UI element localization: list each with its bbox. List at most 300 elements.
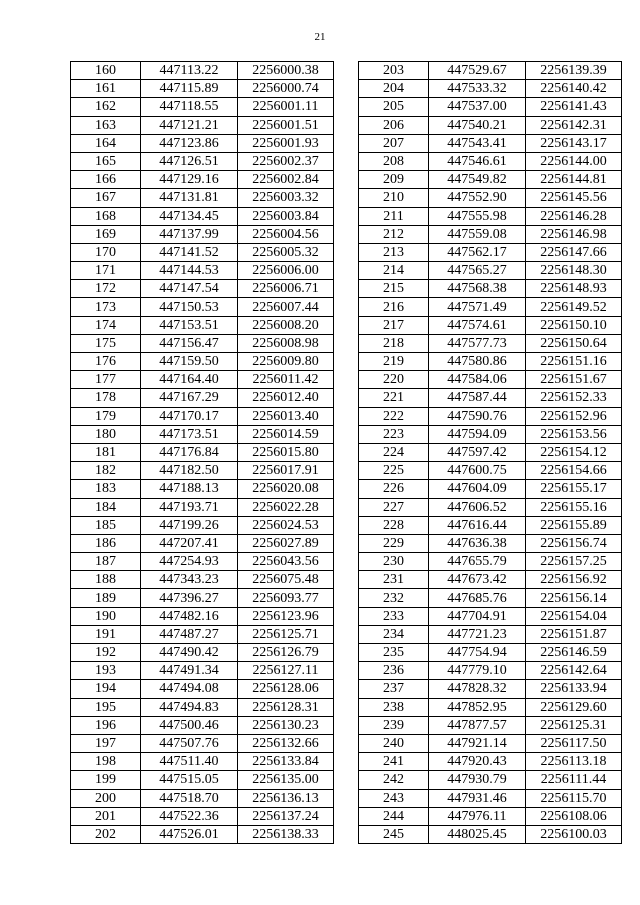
table-row	[71, 316, 334, 334]
x-coordinate-cell: 447188.13	[141, 480, 238, 498]
point-number-cell: 197	[71, 734, 141, 752]
point-number-cell: 240	[359, 734, 429, 752]
x-coordinate-cell: 447164.40	[141, 371, 238, 389]
table-row	[71, 407, 334, 425]
y-coordinate-cell: 2256001.51	[238, 116, 334, 134]
point-number-cell: 223	[359, 425, 429, 443]
table-row	[359, 98, 622, 116]
y-coordinate-cell: 2256155.17	[526, 480, 622, 498]
coordinates-table-right	[358, 61, 622, 844]
x-coordinate-cell: 447594.09	[429, 425, 526, 443]
point-number-cell: 181	[71, 443, 141, 461]
table-row	[71, 171, 334, 189]
x-coordinate-cell: 447137.99	[141, 225, 238, 243]
table-row	[359, 516, 622, 534]
x-coordinate-cell: 447153.51	[141, 316, 238, 334]
point-number-cell: 228	[359, 516, 429, 534]
table-row	[359, 80, 622, 98]
x-coordinate-cell: 447141.52	[141, 243, 238, 261]
x-coordinate-cell: 447507.76	[141, 734, 238, 752]
point-number-cell: 162	[71, 98, 141, 116]
table-row	[359, 353, 622, 371]
x-coordinate-cell: 447931.46	[429, 789, 526, 807]
y-coordinate-cell: 2256027.89	[238, 534, 334, 552]
point-number-cell: 207	[359, 134, 429, 152]
y-coordinate-cell: 2256006.71	[238, 280, 334, 298]
point-number-cell: 239	[359, 716, 429, 734]
x-coordinate-cell: 447636.38	[429, 534, 526, 552]
x-coordinate-cell: 447207.41	[141, 534, 238, 552]
x-coordinate-cell: 447134.45	[141, 207, 238, 225]
y-coordinate-cell: 2256115.70	[526, 789, 622, 807]
x-coordinate-cell: 447182.50	[141, 462, 238, 480]
point-number-cell: 211	[359, 207, 429, 225]
y-coordinate-cell: 2256000.38	[238, 62, 334, 80]
x-coordinate-cell: 447494.83	[141, 698, 238, 716]
y-coordinate-cell: 2256140.42	[526, 80, 622, 98]
x-coordinate-cell: 447131.81	[141, 189, 238, 207]
y-coordinate-cell: 2256146.98	[526, 225, 622, 243]
x-coordinate-cell: 447170.17	[141, 407, 238, 425]
x-coordinate-cell: 447518.70	[141, 789, 238, 807]
x-coordinate-cell: 447580.86	[429, 353, 526, 371]
point-number-cell: 169	[71, 225, 141, 243]
point-number-cell: 205	[359, 98, 429, 116]
point-number-cell: 233	[359, 607, 429, 625]
table-row	[359, 62, 622, 80]
point-number-cell: 208	[359, 152, 429, 170]
coordinates-table-left	[70, 61, 334, 844]
y-coordinate-cell: 2256156.74	[526, 534, 622, 552]
point-number-cell: 199	[71, 771, 141, 789]
y-coordinate-cell: 2256125.31	[526, 716, 622, 734]
table-row	[71, 389, 334, 407]
y-coordinate-cell: 2256150.10	[526, 316, 622, 334]
x-coordinate-cell: 447606.52	[429, 498, 526, 516]
point-number-cell: 221	[359, 389, 429, 407]
table-row	[359, 171, 622, 189]
x-coordinate-cell: 447193.71	[141, 498, 238, 516]
table-row	[71, 425, 334, 443]
x-coordinate-cell: 447118.55	[141, 98, 238, 116]
point-number-cell: 175	[71, 334, 141, 352]
x-coordinate-cell: 447482.16	[141, 607, 238, 625]
x-coordinate-cell: 447176.84	[141, 443, 238, 461]
x-coordinate-cell: 447754.94	[429, 644, 526, 662]
table-row	[359, 644, 622, 662]
table-row	[359, 771, 622, 789]
table-row	[359, 480, 622, 498]
table-row	[71, 644, 334, 662]
point-number-cell: 212	[359, 225, 429, 243]
x-coordinate-cell: 447156.47	[141, 334, 238, 352]
table-row	[359, 207, 622, 225]
y-coordinate-cell: 2256133.94	[526, 680, 622, 698]
y-coordinate-cell: 2256007.44	[238, 298, 334, 316]
y-coordinate-cell: 2256150.64	[526, 334, 622, 352]
table-row	[359, 753, 622, 771]
x-coordinate-cell: 447199.26	[141, 516, 238, 534]
table-row	[71, 771, 334, 789]
y-coordinate-cell: 2256011.42	[238, 371, 334, 389]
table-row	[71, 243, 334, 261]
y-coordinate-cell: 2256024.53	[238, 516, 334, 534]
table-row	[71, 734, 334, 752]
x-coordinate-cell: 447616.44	[429, 516, 526, 534]
y-coordinate-cell: 2256132.66	[238, 734, 334, 752]
y-coordinate-cell: 2256141.43	[526, 98, 622, 116]
y-coordinate-cell: 2256154.12	[526, 443, 622, 461]
point-number-cell: 167	[71, 189, 141, 207]
point-number-cell: 243	[359, 789, 429, 807]
point-number-cell: 171	[71, 262, 141, 280]
y-coordinate-cell: 2256125.71	[238, 625, 334, 643]
y-coordinate-cell: 2256152.33	[526, 389, 622, 407]
y-coordinate-cell: 2256155.16	[526, 498, 622, 516]
table-row	[359, 298, 622, 316]
y-coordinate-cell: 2256151.67	[526, 371, 622, 389]
point-number-cell: 220	[359, 371, 429, 389]
point-number-cell: 209	[359, 171, 429, 189]
y-coordinate-cell: 2256156.92	[526, 571, 622, 589]
table-row	[359, 589, 622, 607]
point-number-cell: 200	[71, 789, 141, 807]
point-number-cell: 235	[359, 644, 429, 662]
table-row	[71, 98, 334, 116]
x-coordinate-cell: 447511.40	[141, 753, 238, 771]
x-coordinate-cell: 447159.50	[141, 353, 238, 371]
x-coordinate-cell: 447115.89	[141, 80, 238, 98]
table-row	[359, 498, 622, 516]
table-row	[359, 262, 622, 280]
point-number-cell: 230	[359, 553, 429, 571]
y-coordinate-cell: 2256017.91	[238, 462, 334, 480]
table-row	[71, 189, 334, 207]
point-number-cell: 190	[71, 607, 141, 625]
y-coordinate-cell: 2256001.93	[238, 134, 334, 152]
y-coordinate-cell: 2256093.77	[238, 589, 334, 607]
point-number-cell: 180	[71, 425, 141, 443]
x-coordinate-cell: 447491.34	[141, 662, 238, 680]
x-coordinate-cell: 447590.76	[429, 407, 526, 425]
table-row	[359, 662, 622, 680]
y-coordinate-cell: 2256144.81	[526, 171, 622, 189]
point-number-cell: 237	[359, 680, 429, 698]
point-number-cell: 229	[359, 534, 429, 552]
table-row	[71, 625, 334, 643]
point-number-cell: 187	[71, 553, 141, 571]
x-coordinate-cell: 447173.51	[141, 425, 238, 443]
point-number-cell: 194	[71, 680, 141, 698]
y-coordinate-cell: 2256043.56	[238, 553, 334, 571]
y-coordinate-cell: 2256143.17	[526, 134, 622, 152]
point-number-cell: 216	[359, 298, 429, 316]
y-coordinate-cell: 2256139.39	[526, 62, 622, 80]
table-row	[71, 353, 334, 371]
table-row	[359, 134, 622, 152]
point-number-cell: 203	[359, 62, 429, 80]
point-number-cell: 238	[359, 698, 429, 716]
x-coordinate-cell: 447976.11	[429, 807, 526, 825]
table-row	[71, 262, 334, 280]
y-coordinate-cell: 2256111.44	[526, 771, 622, 789]
x-coordinate-cell: 447568.38	[429, 280, 526, 298]
x-coordinate-cell: 447852.95	[429, 698, 526, 716]
x-coordinate-cell: 447254.93	[141, 553, 238, 571]
table-row	[71, 698, 334, 716]
x-coordinate-cell: 447779.10	[429, 662, 526, 680]
point-number-cell: 232	[359, 589, 429, 607]
point-number-cell: 166	[71, 171, 141, 189]
point-number-cell: 185	[71, 516, 141, 534]
x-coordinate-cell: 447877.57	[429, 716, 526, 734]
point-number-cell: 186	[71, 534, 141, 552]
x-coordinate-cell: 447587.44	[429, 389, 526, 407]
point-number-cell: 160	[71, 62, 141, 80]
y-coordinate-cell: 2256148.93	[526, 280, 622, 298]
y-coordinate-cell: 2256142.31	[526, 116, 622, 134]
table-row	[71, 207, 334, 225]
table-row	[359, 462, 622, 480]
table-row	[359, 625, 622, 643]
x-coordinate-cell: 447721.23	[429, 625, 526, 643]
table-row	[71, 825, 334, 843]
y-coordinate-cell: 2256002.37	[238, 152, 334, 170]
table-row	[359, 425, 622, 443]
y-coordinate-cell: 2256008.20	[238, 316, 334, 334]
point-number-cell: 213	[359, 243, 429, 261]
y-coordinate-cell: 2256128.06	[238, 680, 334, 698]
x-coordinate-cell: 447533.32	[429, 80, 526, 98]
x-coordinate-cell: 447655.79	[429, 553, 526, 571]
point-number-cell: 241	[359, 753, 429, 771]
point-number-cell: 215	[359, 280, 429, 298]
x-coordinate-cell: 447930.79	[429, 771, 526, 789]
y-coordinate-cell: 2256008.98	[238, 334, 334, 352]
y-coordinate-cell: 2256154.66	[526, 462, 622, 480]
point-number-cell: 177	[71, 371, 141, 389]
x-coordinate-cell: 447555.98	[429, 207, 526, 225]
point-number-cell: 222	[359, 407, 429, 425]
table-row	[71, 553, 334, 571]
y-coordinate-cell: 2256000.74	[238, 80, 334, 98]
x-coordinate-cell: 447604.09	[429, 480, 526, 498]
table-row	[359, 316, 622, 334]
y-coordinate-cell: 2256152.96	[526, 407, 622, 425]
table-row	[71, 443, 334, 461]
y-coordinate-cell: 2256113.18	[526, 753, 622, 771]
table-row	[359, 607, 622, 625]
table-row	[359, 443, 622, 461]
y-coordinate-cell: 2256129.60	[526, 698, 622, 716]
point-number-cell: 218	[359, 334, 429, 352]
table-row	[71, 134, 334, 152]
y-coordinate-cell: 2256155.89	[526, 516, 622, 534]
point-number-cell: 193	[71, 662, 141, 680]
x-coordinate-cell: 447144.53	[141, 262, 238, 280]
y-coordinate-cell: 2256156.14	[526, 589, 622, 607]
point-number-cell: 172	[71, 280, 141, 298]
y-coordinate-cell: 2256154.04	[526, 607, 622, 625]
x-coordinate-cell: 447552.90	[429, 189, 526, 207]
x-coordinate-cell: 447147.54	[141, 280, 238, 298]
y-coordinate-cell: 2256015.80	[238, 443, 334, 461]
y-coordinate-cell: 2256153.56	[526, 425, 622, 443]
table-row	[71, 716, 334, 734]
page-number: 21	[314, 31, 326, 43]
table-row	[359, 116, 622, 134]
table-row	[71, 498, 334, 516]
point-number-cell: 179	[71, 407, 141, 425]
y-coordinate-cell: 2256151.16	[526, 353, 622, 371]
x-coordinate-cell: 447597.42	[429, 443, 526, 461]
y-coordinate-cell: 2256003.32	[238, 189, 334, 207]
table-row	[359, 789, 622, 807]
y-coordinate-cell: 2256005.32	[238, 243, 334, 261]
y-coordinate-cell: 2256130.23	[238, 716, 334, 734]
x-coordinate-cell: 447529.67	[429, 62, 526, 80]
x-coordinate-cell: 447543.41	[429, 134, 526, 152]
point-number-cell: 217	[359, 316, 429, 334]
y-coordinate-cell: 2256144.00	[526, 152, 622, 170]
x-coordinate-cell: 447540.21	[429, 116, 526, 134]
y-coordinate-cell: 2256014.59	[238, 425, 334, 443]
table-row	[71, 371, 334, 389]
point-number-cell: 210	[359, 189, 429, 207]
x-coordinate-cell: 447562.17	[429, 243, 526, 261]
point-number-cell: 225	[359, 462, 429, 480]
y-coordinate-cell: 2256020.08	[238, 480, 334, 498]
table-row	[359, 189, 622, 207]
point-number-cell: 195	[71, 698, 141, 716]
y-coordinate-cell: 2256004.56	[238, 225, 334, 243]
x-coordinate-cell: 447920.43	[429, 753, 526, 771]
table-row	[71, 80, 334, 98]
point-number-cell: 201	[71, 807, 141, 825]
point-number-cell: 198	[71, 753, 141, 771]
table-row	[359, 716, 622, 734]
x-coordinate-cell: 447487.27	[141, 625, 238, 643]
y-coordinate-cell: 2256006.00	[238, 262, 334, 280]
y-coordinate-cell: 2256123.96	[238, 607, 334, 625]
y-coordinate-cell: 2256151.87	[526, 625, 622, 643]
x-coordinate-cell: 447121.21	[141, 116, 238, 134]
point-number-cell: 244	[359, 807, 429, 825]
y-coordinate-cell: 2256126.79	[238, 644, 334, 662]
table-row	[71, 152, 334, 170]
point-number-cell: 214	[359, 262, 429, 280]
point-number-cell: 182	[71, 462, 141, 480]
y-coordinate-cell: 2256022.28	[238, 498, 334, 516]
y-coordinate-cell: 2256003.84	[238, 207, 334, 225]
point-number-cell: 176	[71, 353, 141, 371]
y-coordinate-cell: 2256012.40	[238, 389, 334, 407]
x-coordinate-cell: 447113.22	[141, 62, 238, 80]
y-coordinate-cell: 2256135.00	[238, 771, 334, 789]
x-coordinate-cell: 447500.46	[141, 716, 238, 734]
table-row	[71, 516, 334, 534]
table-row	[359, 280, 622, 298]
point-number-cell: 183	[71, 480, 141, 498]
x-coordinate-cell: 447673.42	[429, 571, 526, 589]
table-row	[71, 534, 334, 552]
point-number-cell: 236	[359, 662, 429, 680]
point-number-cell: 184	[71, 498, 141, 516]
table-row	[71, 807, 334, 825]
point-number-cell: 231	[359, 571, 429, 589]
point-number-cell: 161	[71, 80, 141, 98]
y-coordinate-cell: 2256145.56	[526, 189, 622, 207]
x-coordinate-cell: 447685.76	[429, 589, 526, 607]
table-row	[359, 534, 622, 552]
x-coordinate-cell: 447546.61	[429, 152, 526, 170]
point-number-cell: 189	[71, 589, 141, 607]
table-row	[71, 280, 334, 298]
table-row	[359, 389, 622, 407]
point-number-cell: 245	[359, 825, 429, 843]
table-row	[71, 571, 334, 589]
point-number-cell: 173	[71, 298, 141, 316]
point-number-cell: 178	[71, 389, 141, 407]
y-coordinate-cell: 2256013.40	[238, 407, 334, 425]
table-row	[71, 298, 334, 316]
x-coordinate-cell: 447571.49	[429, 298, 526, 316]
x-coordinate-cell: 447574.61	[429, 316, 526, 334]
x-coordinate-cell: 447600.75	[429, 462, 526, 480]
x-coordinate-cell: 447150.53	[141, 298, 238, 316]
x-coordinate-cell: 447828.32	[429, 680, 526, 698]
table-row	[359, 243, 622, 261]
point-number-cell: 224	[359, 443, 429, 461]
y-coordinate-cell: 2256002.84	[238, 171, 334, 189]
y-coordinate-cell: 2256117.50	[526, 734, 622, 752]
x-coordinate-cell: 447526.01	[141, 825, 238, 843]
x-coordinate-cell: 447129.16	[141, 171, 238, 189]
table-row	[359, 825, 622, 843]
x-coordinate-cell: 447522.36	[141, 807, 238, 825]
x-coordinate-cell: 447494.08	[141, 680, 238, 698]
point-number-cell: 191	[71, 625, 141, 643]
point-number-cell: 242	[359, 771, 429, 789]
table-row	[71, 789, 334, 807]
point-number-cell: 202	[71, 825, 141, 843]
point-number-cell: 219	[359, 353, 429, 371]
x-coordinate-cell: 447167.29	[141, 389, 238, 407]
table-row	[71, 462, 334, 480]
x-coordinate-cell: 448025.45	[429, 825, 526, 843]
table-row	[359, 571, 622, 589]
table-row	[359, 407, 622, 425]
table-row	[71, 662, 334, 680]
table-row	[359, 698, 622, 716]
y-coordinate-cell: 2256009.80	[238, 353, 334, 371]
y-coordinate-cell: 2256100.03	[526, 825, 622, 843]
y-coordinate-cell: 2256108.06	[526, 807, 622, 825]
x-coordinate-cell: 447577.73	[429, 334, 526, 352]
table-row	[71, 116, 334, 134]
x-coordinate-cell: 447584.06	[429, 371, 526, 389]
x-coordinate-cell: 447343.23	[141, 571, 238, 589]
table-row	[359, 807, 622, 825]
table-row	[359, 225, 622, 243]
point-number-cell: 164	[71, 134, 141, 152]
table-row	[359, 553, 622, 571]
table-row	[71, 680, 334, 698]
table-row	[71, 334, 334, 352]
x-coordinate-cell: 447396.27	[141, 589, 238, 607]
y-coordinate-cell: 2256146.59	[526, 644, 622, 662]
x-coordinate-cell: 447126.51	[141, 152, 238, 170]
